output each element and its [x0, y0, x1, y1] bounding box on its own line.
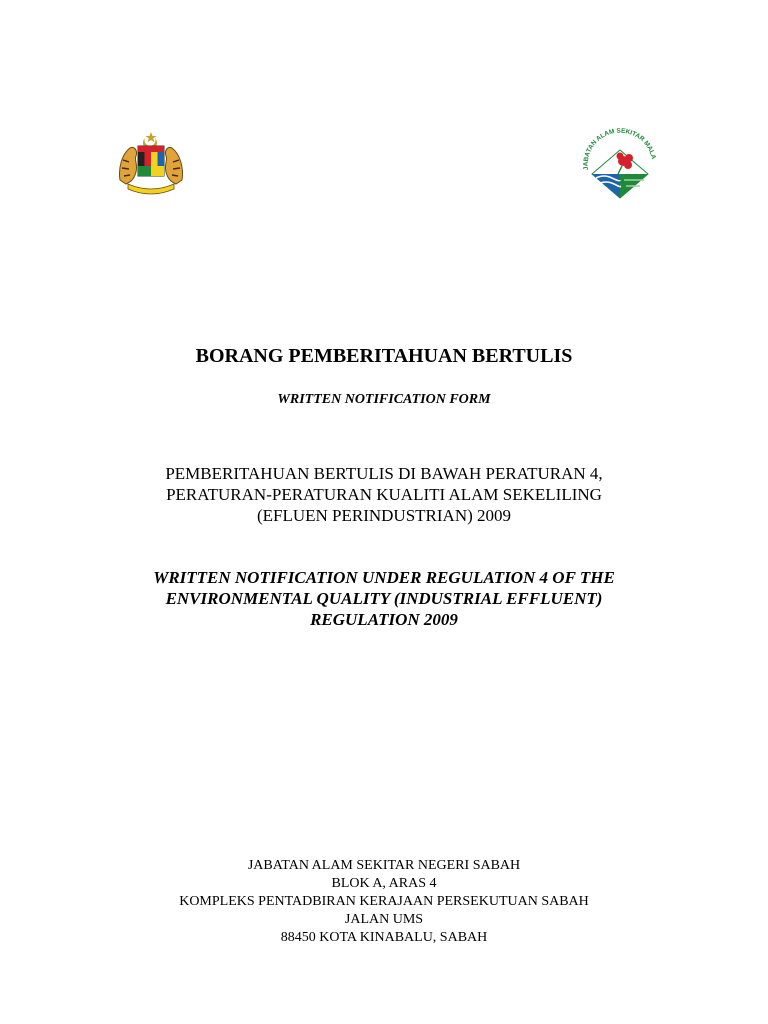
address-line: KOMPLEKS PENTADBIRAN KERAJAAN PERSEKUTUAN SABAH	[179, 894, 589, 909]
form-subtitle: WRITTEN NOTIFICATION FORM	[277, 392, 491, 407]
malay-heading-line: PERATURAN-PERATURAN KUALITI ALAM SEKELILING	[166, 485, 602, 504]
english-regulation-heading	[0, 567, 768, 630]
address-line: BLOK A, ARAS 4	[331, 876, 437, 891]
malay-heading-line: PEMBERITAHUAN BERTULIS DI BAWAH PERATURAN 4,	[165, 464, 603, 483]
address-line: JABATAN ALAM SEKITAR NEGERI SABAH	[247, 858, 521, 873]
form-title: BORANG PEMBERITAHUAN BERTULIS	[195, 345, 573, 367]
malaysia-coat-of-arms-icon	[112, 130, 190, 196]
jabatan-alam-sekitar-logo-icon	[578, 128, 662, 202]
address-line: JALAN UMS	[344, 912, 424, 927]
department-address	[0, 857, 768, 947]
svg-text:JABATAN ALAM SEKITAR MALAYSIA: JABATAN ALAM SEKITAR MALA	[582, 128, 657, 171]
english-heading-line: WRITTEN NOTIFICATION UNDER REGULATION 4 OF THE	[153, 568, 615, 587]
coat-of-arms-logo	[112, 130, 190, 196]
malay-heading-line: (EFLUEN PERINDUSTRIAN) 2009	[256, 506, 512, 525]
department-logo	[578, 128, 662, 202]
english-heading-line: ENVIRONMENTAL QUALITY (INDUSTRIAL EFFLUENT)	[165, 589, 603, 608]
english-heading-line: REGULATION 2009	[310, 610, 458, 629]
malay-regulation-heading	[0, 463, 768, 526]
address-line: 88450 KOTA KINABALU, SABAH	[280, 930, 488, 945]
